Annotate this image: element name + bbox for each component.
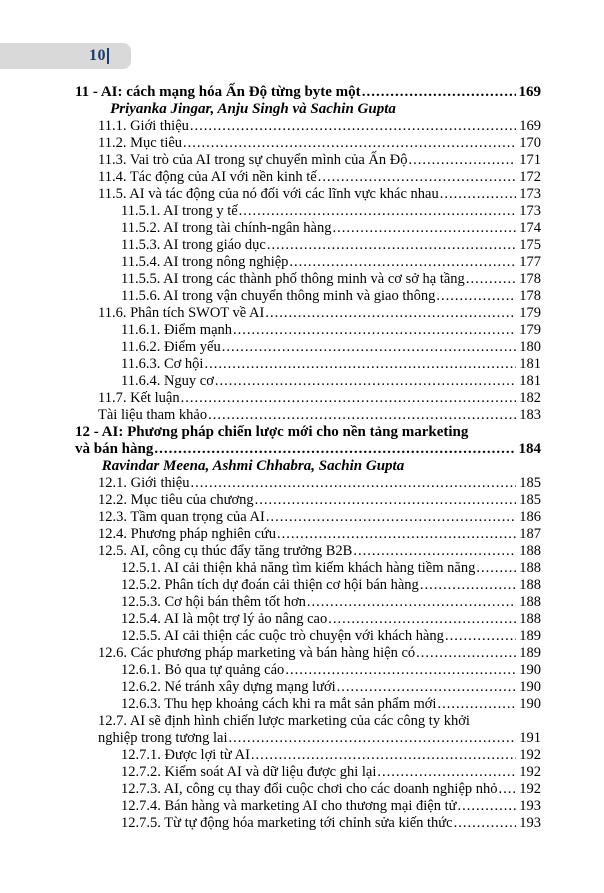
toc-entry — [75, 169, 541, 186]
dot-leader — [222, 339, 516, 356]
toc-entry-page-number: 181 — [519, 356, 541, 372]
dot-leader — [215, 373, 516, 390]
toc-entry-text: 12.7.5. Từ tự động hóa marketing tới chỉnh sửa kiến thức — [121, 815, 453, 831]
toc-entry-page-number: 169 — [519, 118, 541, 134]
toc-entry-page-number: 175 — [519, 237, 541, 253]
dot-leader — [204, 356, 516, 373]
toc-entry — [75, 679, 541, 696]
toc-entry-page-number: 193 — [519, 815, 541, 831]
toc-entry-page-number: 169 — [518, 84, 541, 100]
toc-entry — [75, 560, 541, 577]
toc-entry — [75, 441, 541, 458]
toc-entry — [75, 764, 541, 781]
toc-entry-text: 12.4. Phương pháp nghiên cứu — [98, 526, 277, 542]
toc-entry-text: nghiệp trong tương lai — [98, 730, 228, 746]
dot-leader — [285, 662, 516, 679]
dot-leader — [307, 594, 516, 611]
dot-leader — [154, 441, 516, 458]
toc-entry-text: 12.6.2. Né tránh xây dựng mạng lưới — [121, 679, 336, 695]
toc-entry-page-number: 185 — [519, 492, 541, 508]
toc-entry-page-number: 174 — [519, 220, 541, 236]
toc-entry-text: 11.4. Tác động của AI với nền kinh tế — [98, 169, 317, 185]
toc-entry-text: Tài liệu tham khảo — [98, 407, 208, 423]
toc-entry-text: 12.7.2. Kiểm soát AI và dữ liệu được ghi lại — [121, 764, 377, 780]
dot-leader — [251, 747, 516, 764]
toc-entry-page-number: 178 — [519, 288, 541, 304]
dot-leader — [239, 203, 516, 220]
toc-entry-text: 12.5.1. AI cải thiện khả năng tìm kiếm khách hàng tiềm năng — [121, 560, 476, 576]
dot-leader — [454, 815, 516, 832]
toc-entry-text: Priyanka Jingar, Anju Singh và Sachin Gupta — [110, 101, 396, 117]
toc-entry — [75, 645, 541, 662]
toc-entry — [75, 407, 541, 424]
dot-leader — [266, 509, 516, 526]
toc-entry-page-number: 190 — [519, 696, 541, 712]
dot-leader — [353, 543, 516, 560]
toc-entry — [75, 84, 541, 101]
toc-entry-page-number: 192 — [519, 747, 541, 763]
toc-entry-text: 11.6. Phân tích SWOT về AI — [98, 305, 265, 321]
toc-entry-page-number: 184 — [518, 441, 541, 457]
toc-entry-page-number: 190 — [519, 679, 541, 695]
toc-entry-page-number: 183 — [519, 407, 541, 423]
toc-entry — [75, 475, 541, 492]
dot-leader — [440, 186, 516, 203]
toc-entry-text: 11 - AI: cách mạng hóa Ấn Độ từng byte một — [75, 84, 361, 100]
toc-entry-text: 12.7.4. Bán hàng và marketing AI cho thương mại điện tử — [121, 798, 457, 814]
dot-leader — [436, 288, 516, 305]
toc-entry — [75, 747, 541, 764]
toc-entry-text: 11.5.2. AI trong tài chính-ngân hàng — [121, 220, 332, 236]
toc-entry-page-number: 188 — [519, 594, 541, 610]
toc-entry — [75, 696, 541, 713]
toc-entry-page-number: 193 — [519, 798, 541, 814]
toc-entry-text: 12.6. Các phương pháp marketing và bán hàng hiện có — [98, 645, 416, 661]
toc-entry-text: 11.5.6. AI trong vận chuyển thông minh và giao thông — [121, 288, 436, 304]
toc-entry-text: 12.5. AI, công cụ thúc đẩy tăng trưởng B2B — [98, 543, 353, 559]
toc-entry-text: 12.2. Mục tiêu của chương — [98, 492, 254, 508]
toc-entry — [75, 220, 541, 237]
toc-entry-page-number: 188 — [519, 611, 541, 627]
dot-leader — [420, 577, 516, 594]
toc-entry-page-number: 188 — [519, 543, 541, 559]
toc-entry-page-number: 173 — [519, 203, 541, 219]
toc-entry — [75, 458, 541, 475]
dot-leader — [229, 730, 517, 747]
toc-entry-page-number: 172 — [519, 169, 541, 185]
dot-leader — [466, 271, 516, 288]
toc-entry-text: 11.6.3. Cơ hội — [121, 356, 204, 372]
dot-leader — [181, 390, 516, 407]
toc-entry — [75, 118, 541, 135]
toc-entry — [75, 815, 541, 832]
toc-entry-text: 11.5.4. AI trong nông nghiệp — [121, 254, 289, 270]
toc-entry — [75, 305, 541, 322]
toc-entry-text: 11.5. AI và tác động của nó đối với các lĩnh vực khác nhau — [98, 186, 439, 202]
dot-leader — [277, 526, 516, 543]
dot-leader — [408, 152, 516, 169]
dot-leader — [183, 135, 516, 152]
toc-entry-page-number: 173 — [519, 186, 541, 202]
toc-entry — [75, 628, 541, 645]
dot-leader — [267, 237, 516, 254]
toc-entry-text: 11.3. Vai trò của AI trong sự chuyển mình của Ấn Độ — [98, 152, 408, 168]
dot-leader — [437, 696, 516, 713]
toc-entry-text: 12.3. Tầm quan trọng của AI — [98, 509, 265, 525]
toc-entry — [75, 577, 541, 594]
dot-leader — [457, 798, 516, 815]
toc-entry-page-number: 178 — [519, 271, 541, 287]
toc-entry — [75, 152, 541, 169]
dot-leader — [318, 169, 516, 186]
toc-entry-text: 12.5.3. Cơ hội bán thêm tốt hơn — [121, 594, 306, 610]
toc-entry — [75, 492, 541, 509]
toc-entry — [75, 781, 541, 798]
toc-entry-text: 11.1. Giới thiệu — [98, 118, 189, 134]
toc-entry-page-number: 179 — [519, 322, 541, 338]
toc-entry — [75, 373, 541, 390]
toc-entry-page-number: 186 — [519, 509, 541, 525]
toc-entry — [75, 322, 541, 339]
dot-leader — [445, 628, 516, 645]
toc-entry — [75, 288, 541, 305]
dot-leader — [233, 322, 516, 339]
toc-entry-text: 12.6.1. Bỏ qua tự quảng cáo — [121, 662, 285, 678]
dot-leader — [416, 645, 516, 662]
dot-leader — [337, 679, 516, 696]
toc-entry-page-number: 177 — [519, 254, 541, 270]
toc-entry-text: 11.7. Kết luận — [98, 390, 180, 406]
toc-entry-text: 12.1. Giới thiệu — [98, 475, 190, 491]
toc-entry — [75, 730, 541, 747]
toc-entry-text: 12 - AI: Phương pháp chiến lược mới cho nền tảng marketing — [75, 424, 469, 440]
toc-entry-text: và bán hàng — [75, 441, 154, 457]
toc-entry — [75, 356, 541, 373]
toc-entry-page-number: 182 — [519, 390, 541, 406]
toc-entry — [75, 339, 541, 356]
toc-entry-text: 12.7. AI sẽ định hình chiến lược marketing của các công ty khởi — [98, 713, 470, 729]
toc-entry-text: 12.5.2. Phân tích dự đoán cải thiện cơ hội bán hàng — [121, 577, 419, 593]
dot-leader — [265, 305, 516, 322]
toc-entry-page-number: 192 — [519, 764, 541, 780]
toc-entry — [75, 611, 541, 628]
toc-entry-text: 11.6.2. Điểm yếu — [121, 339, 221, 355]
toc-entry-text: Ravindar Meena, Ashmi Chhabra, Sachin Gupta — [101, 458, 405, 474]
toc-entry — [75, 186, 541, 203]
toc-entry — [75, 424, 541, 441]
table-of-contents — [75, 84, 541, 832]
toc-entry-page-number: 192 — [519, 781, 541, 797]
toc-entry-text: 12.7.3. AI, công cụ thay đổi cuộc chơi cho các doanh nghiệp nhỏ — [121, 781, 498, 797]
toc-entry-text: 11.5.3. AI trong giáo dục — [121, 237, 266, 253]
toc-entry-page-number: 181 — [519, 373, 541, 389]
toc-entry-text: 12.7.1. Được lợi từ AI — [121, 747, 250, 763]
toc-entry — [75, 526, 541, 543]
header-page-number: 10 — [89, 47, 106, 64]
toc-entry-page-number: 185 — [519, 475, 541, 491]
dot-leader — [362, 84, 516, 101]
toc-entry — [75, 237, 541, 254]
toc-entry-page-number: 187 — [519, 526, 541, 542]
toc-entry-page-number: 188 — [519, 577, 541, 593]
toc-entry-text: 12.5.4. AI là một trợ lý ảo nâng cao — [121, 611, 328, 627]
toc-entry-page-number: 190 — [519, 662, 541, 678]
toc-entry — [75, 713, 541, 730]
text-cursor-bar — [107, 48, 109, 64]
toc-entry-page-number: 189 — [519, 628, 541, 644]
toc-entry — [75, 390, 541, 407]
dot-leader — [476, 560, 516, 577]
toc-entry — [75, 101, 541, 118]
toc-entry-page-number: 170 — [519, 135, 541, 151]
toc-entry-page-number: 171 — [519, 152, 541, 168]
toc-entry-page-number: 188 — [519, 560, 541, 576]
dot-leader — [377, 764, 516, 781]
toc-entry-text: 11.5.5. AI trong các thành phố thông minh và cơ sở hạ tầng — [121, 271, 465, 287]
dot-leader — [289, 254, 516, 271]
toc-entry — [75, 509, 541, 526]
toc-entry-text: 11.2. Mục tiêu — [98, 135, 183, 151]
toc-entry-text: 12.6.3. Thu hẹp khoảng cách khi ra mắt sản phẩm mới — [121, 696, 437, 712]
page-header-bar — [0, 43, 131, 69]
dot-leader — [208, 407, 516, 424]
dot-leader — [255, 492, 516, 509]
toc-entry — [75, 254, 541, 271]
dot-leader — [499, 781, 516, 798]
toc-entry — [75, 594, 541, 611]
toc-entry-text: 11.5.1. AI trong y tế — [121, 203, 238, 219]
toc-entry — [75, 543, 541, 560]
toc-entry — [75, 798, 541, 815]
toc-entry-page-number: 179 — [519, 305, 541, 321]
dot-leader — [332, 220, 516, 237]
toc-entry-text: 11.6.1. Điểm mạnh — [121, 322, 233, 338]
toc-entry — [75, 135, 541, 152]
toc-entry — [75, 203, 541, 220]
toc-entry — [75, 271, 541, 288]
toc-entry-text: 12.5.5. AI cải thiện các cuộc trò chuyện với khách hàng — [121, 628, 444, 644]
dot-leader — [190, 118, 516, 135]
toc-entry-page-number: 180 — [519, 339, 541, 355]
toc-entry-page-number: 189 — [519, 645, 541, 661]
toc-entry-page-number: 191 — [519, 730, 541, 746]
toc-entry-text: 11.6.4. Nguy cơ — [121, 373, 214, 389]
dot-leader — [328, 611, 516, 628]
dot-leader — [190, 475, 516, 492]
toc-entry — [75, 662, 541, 679]
